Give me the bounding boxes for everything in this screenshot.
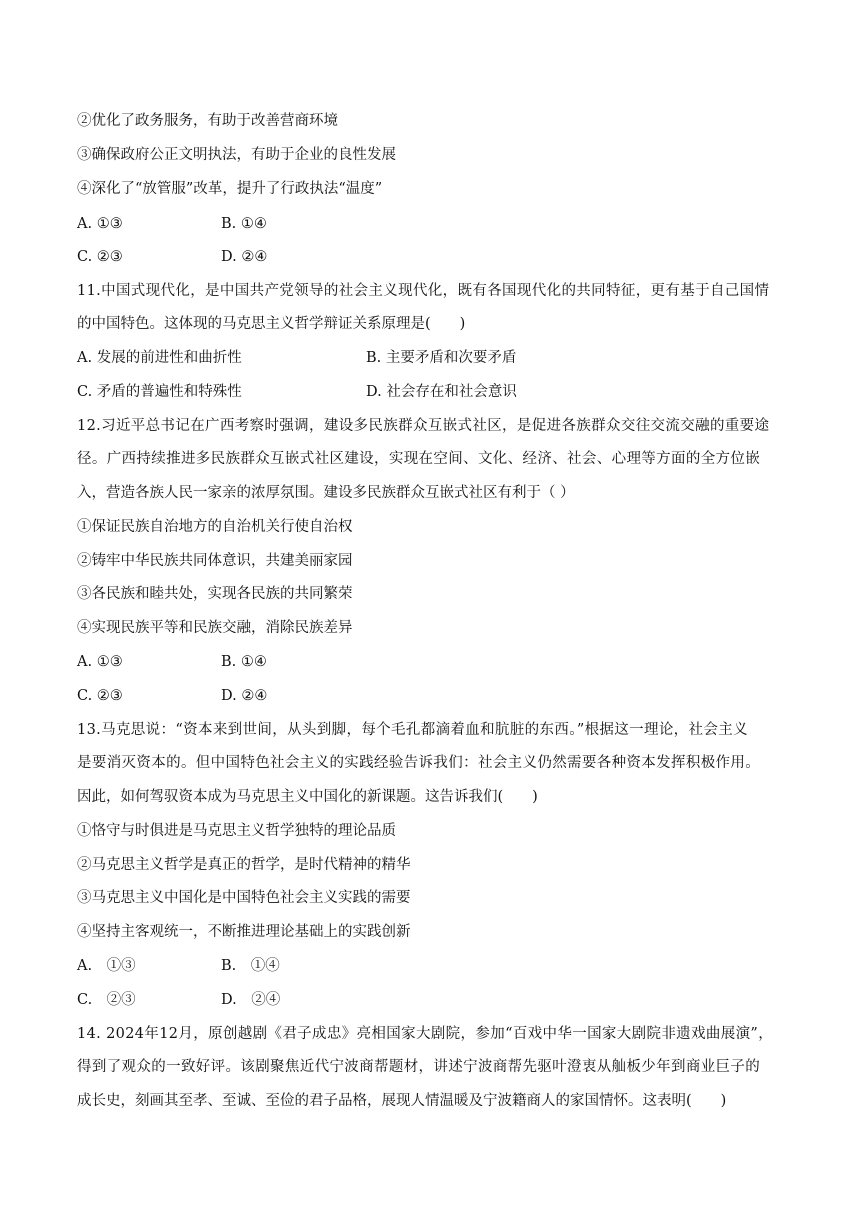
q10-option-a: A. ①③ <box>77 216 123 232</box>
q11-stem-line-1: 11.中国式现代化，是中国共产党领导的社会主义现代化，既有各国现代化的共同特征，更有基于自己国情 <box>77 283 770 299</box>
q12-option-d: D. ②④ <box>221 688 268 704</box>
q10-option-b: B. ①④ <box>221 216 267 232</box>
q11-option-d: D. 社会存在和社会意识 <box>366 384 517 400</box>
q10-item-2: ②优化了政务服务，有助于改善营商环境 <box>77 113 338 129</box>
q13-item-2: ②马克思主义哲学是真正的哲学，是时代精神的精华 <box>77 857 411 873</box>
q10-item-3: ③确保政府公正文明执法，有助于企业的良性发展 <box>77 147 396 163</box>
q13-item-1: ①恪守与时俱进是马克思主义哲学独特的理论品质 <box>77 823 396 839</box>
q14-stem-line-2: 得到了观众的一致好评。该剧聚焦近代宁波商帮题材，讲述宁波商帮先驱叶澄衷从舢板少年到商业巨子的 <box>77 1059 761 1075</box>
q12-item-4: ④实现民族平等和民族交融，消除民族差异 <box>77 620 353 636</box>
q11-stem-line-2: 的中国特色。这体现的马克思主义哲学辩证关系原理是( ) <box>77 316 466 332</box>
q13-option-c: C. ②③ <box>77 992 136 1008</box>
q10-option-d: D. ②④ <box>221 249 268 265</box>
q13-option-a: A. ①③ <box>77 958 136 974</box>
q13-item-4: ④坚持主客观统一，不断推进理论基础上的实践创新 <box>77 924 411 940</box>
q11-option-b: B. 主要矛盾和次要矛盾 <box>366 350 517 366</box>
q12-option-c: C. ②③ <box>77 688 123 704</box>
q10-option-c: C. ②③ <box>77 249 123 265</box>
q12-stem-line-1: 12.习近平总书记在广西考察时强调，建设多民族群众互嵌式社区，是促进各族群众交往交流交融的重要途 <box>77 418 770 434</box>
q12-option-b: B. ①④ <box>221 654 267 670</box>
q12-stem-line-2: 径。广西持续推进多民族群众互嵌式社区建设，实现在空间、文化、经济、社会、心理等方面的全方位嵌 <box>77 451 761 467</box>
q13-stem-line-3: 因此，如何驾驭资本成为马克思主义中国化的新课题。这告诉我们( ) <box>77 789 538 805</box>
q14-stem-line-3: 成长史，刻画其至孝、至诚、至俭的君子品格，展现人情温暖及宁波籍商人的家国情怀。这表明( ) <box>77 1093 727 1109</box>
q12-option-a: A. ①③ <box>77 654 123 670</box>
q12-item-2: ②铸牢中华民族共同体意识，共建美丽家园 <box>77 553 353 569</box>
q13-option-d: D. ②④ <box>221 992 281 1008</box>
q13-stem-line-1: 13.马克思说：“资本来到世间，从头到脚，每个毛孔都滴着血和肮脏的东西。”根据这一理论，社会主义 <box>77 722 748 738</box>
q14-stem-line-1: 14. 2024年12月，原创越剧《君子成忠》亮相国家大剧院，参加“百戏中华一国家大剧院非遗戏曲展演”， <box>77 1026 774 1042</box>
q12-item-3: ③各民族和睦共处，实现各民族的共同繁荣 <box>77 586 353 602</box>
q11-option-c: C. 矛盾的普遍性和特殊性 <box>77 384 242 400</box>
q13-option-b: B. ①④ <box>221 958 280 974</box>
q12-item-1: ①保证民族自治地方的自治机关行使自治权 <box>77 519 353 535</box>
q13-stem-line-2: 是要消灭资本的。但中国特色社会主义的实践经验告诉我们：社会主义仍然需要各种资本发挥积极作用。 <box>77 755 761 771</box>
q13-item-3: ③马克思主义中国化是中国特色社会主义实践的需要 <box>77 890 411 906</box>
q10-item-4: ④深化了“放管服”改革，提升了行政执法“温度” <box>77 181 383 197</box>
q11-option-a: A. 发展的前进性和曲折性 <box>77 350 242 366</box>
q12-stem-line-3: 入，营造各族人民一家亲的浓厚氛围。建设多民族群众互嵌式社区有利于（ ） <box>77 485 575 501</box>
